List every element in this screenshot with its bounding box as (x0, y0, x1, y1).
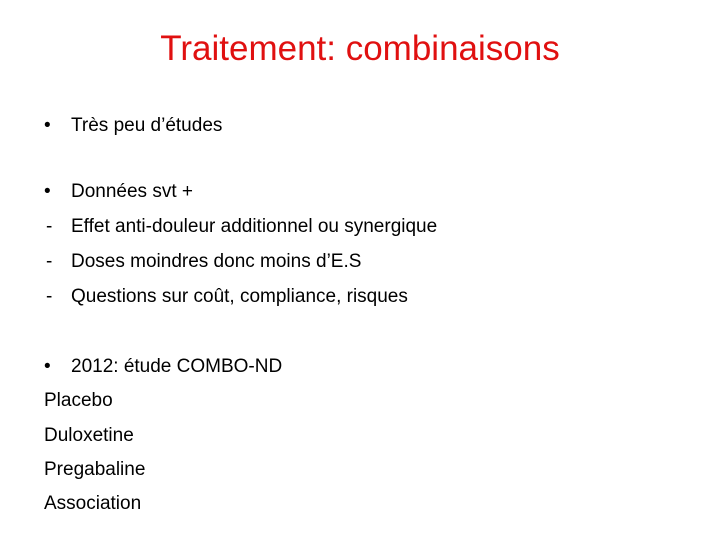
bullet-text: Très peu d’études (71, 115, 223, 136)
dash-marker: - (46, 216, 53, 237)
study-arm: Association (44, 493, 142, 514)
dash-marker: - (46, 286, 53, 307)
list-item-text: Effet anti-douleur additionnel ou synergique (71, 216, 438, 237)
dash-marker: - (46, 251, 53, 272)
bullet-text: 2012: étude COMBO-ND (71, 356, 283, 377)
bullet-marker: • (44, 356, 51, 377)
study-arm: Placebo (44, 390, 113, 411)
bullet-marker: • (44, 181, 51, 202)
slide-title: Traitement: combinaisons (160, 29, 560, 68)
study-arm: Duloxetine (44, 425, 134, 446)
list-item-text: Données svt + (71, 181, 193, 202)
bullet-marker: • (44, 115, 51, 136)
list-item-text: Doses moindres donc moins d’E.S (71, 251, 362, 272)
study-arm: Pregabaline (44, 459, 146, 480)
list-item-text: Questions sur coût, compliance, risques (71, 286, 408, 307)
